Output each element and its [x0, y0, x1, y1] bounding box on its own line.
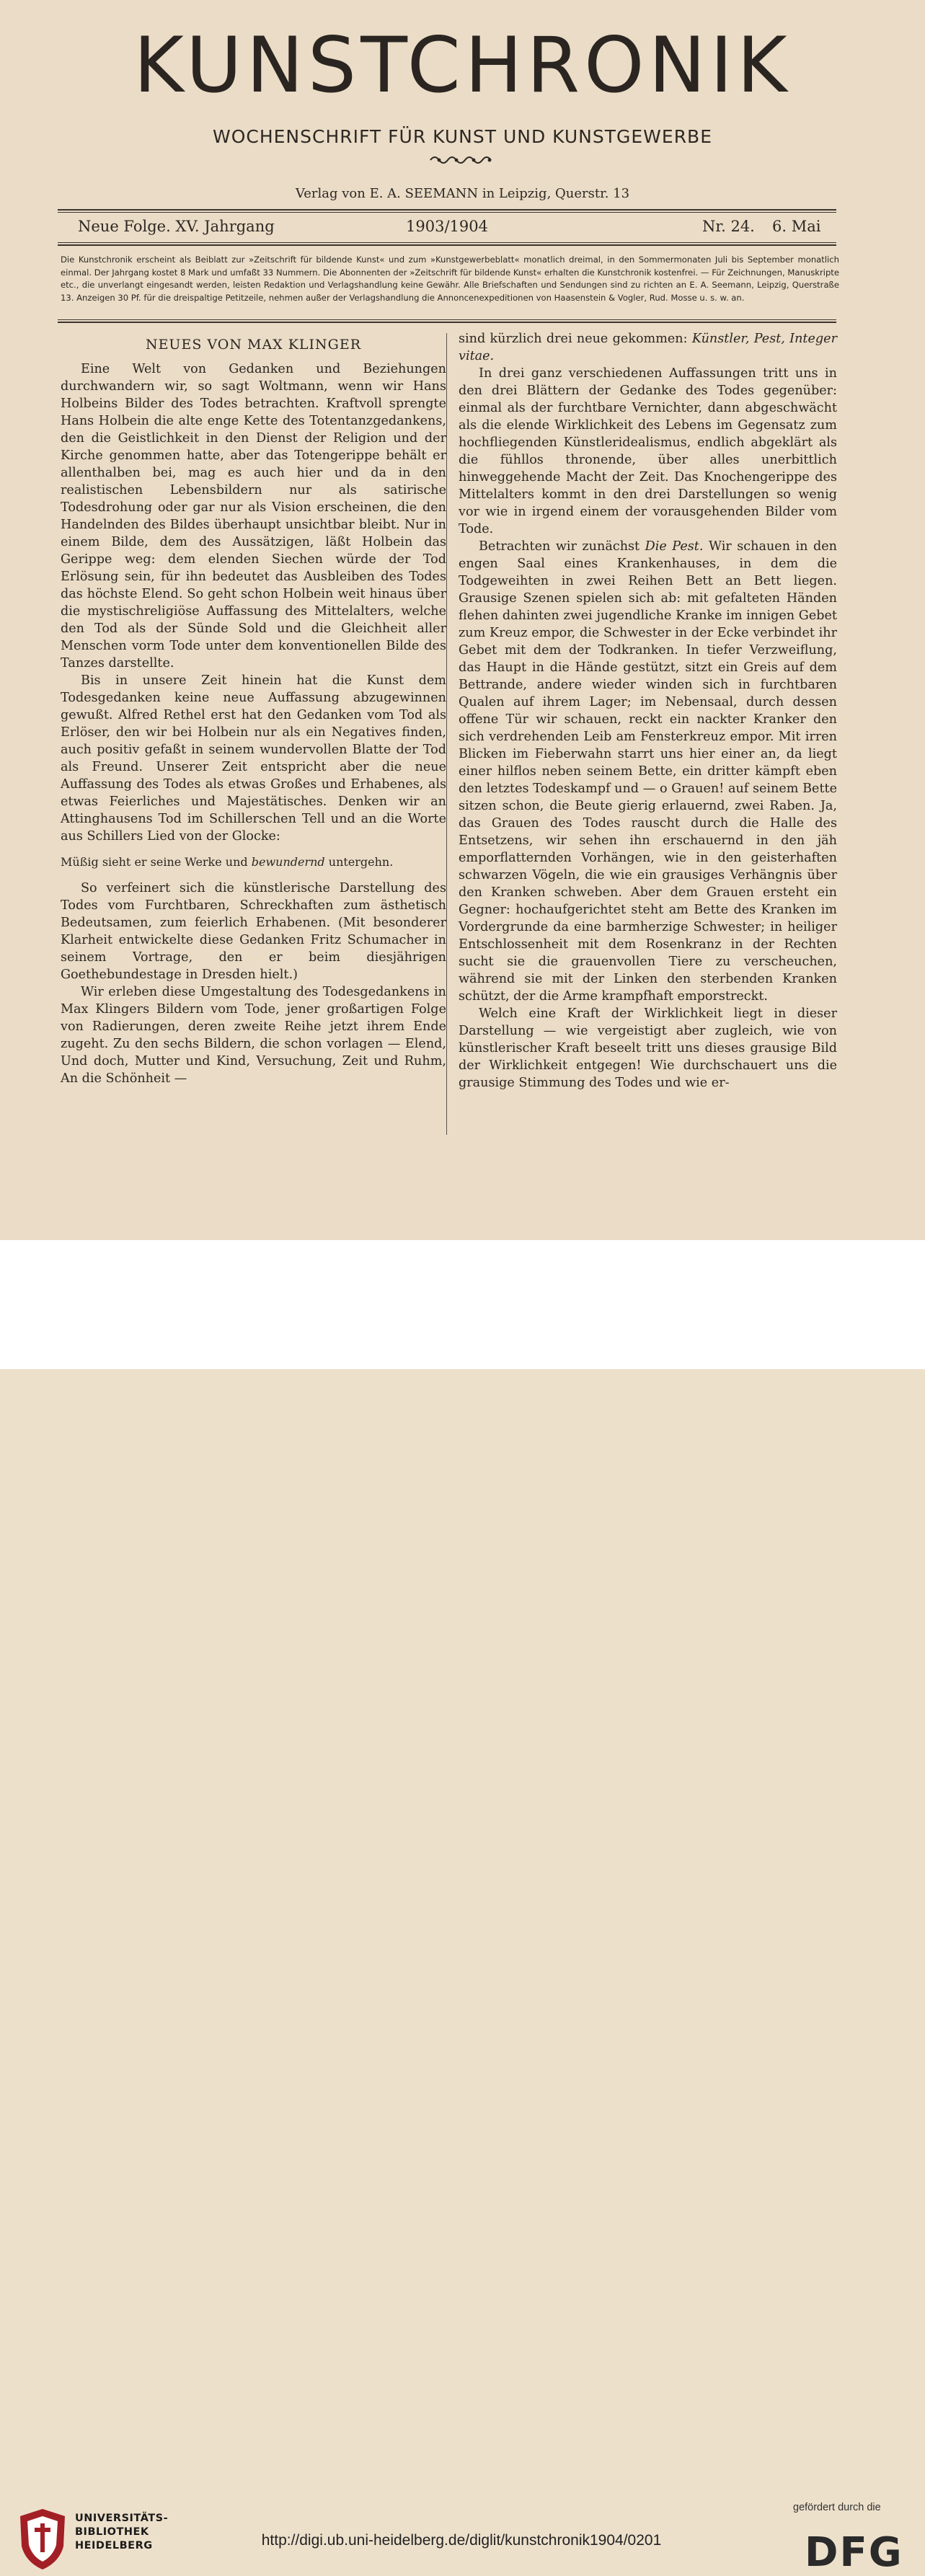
- library-name: UNIVERSITÄTS- BIBLIOTHEK HEIDELBERG: [75, 2513, 169, 2551]
- article-paragraph: Betrachten wir zunächst Die Pest. Wir schauen in den engen Saal eines Krankenhauses, in dem die Todgeweihten in zwei Reihen Bett an Bett liegen. Grausige Szenen spielen sich ab: mit gefalteten Händen flehen dahinten zwei jugendliche Kranke im innigen Gebet zum Kreuz empor, die Schwester in der Ecke verbindet ihr Gebet mit dem der Todkranken. In tiefer Verzweiflung, das Haupt in die Hände gestützt, sitzt ein Greis auf dem Bettrande, andere wieder winden sich in furchtbaren Qualen auf ihrem Lager; im Nebensaal, durch dessen offene Tür wir schauen, reckt ein nackter Kranker den sich verdrehenden Leib am Fensterkreuz empor. Mit irren Blicken im Fieberwahn starrt uns hier einer an, da liegt einer hilflos neben seinem Bette, ein dritter kämpft eben den letztes Todeskampf und — o Grauen! auf seinem Bette sitzen schon, die Beute gierig erlauernd, zwei Raben. Ja, das Grauen des Todes rauscht durch die Halle des Entsetzens, wir sehen ihn erschauernd in den jäh emporflatternden Vorhängen, wie in den geisterhaften schwarzen Vögeln, die wie ein grausiges Verhängnis über den Kranken schweben. Aber dem Grauen ersteht ein Gegner: hochaufgerichtet steht am Bette des Kranken im Vordergrunde da eine barmherzige Schwester; in heiliger Entschlossenheit mit dem Rosenkranz in der Rechten sucht sie die grauenvollen Tiere zu verscheuchen, während sie mit der Linken den sterbenden Kranken schützt, der die Arme krampfhaft emporstreckt.: [459, 539, 838, 1004]
- header-rule-top: [58, 209, 836, 211]
- article-column-right: [459, 330, 837, 1092]
- article-paragraph: Welch eine Kraft der Wirklichkeit liegt in dieser Darstellung — wie vergeistigt aber zugleich, wie von künstlerischer Kraft beseelt tritt uns dieses grausige Bild der Wirklichkeit entgegen! Wie durchschauert uns die grausige Stimmung des Todes und wie er-: [459, 1006, 837, 1090]
- issue-series: Neue Folge. XV. Jahrgang: [78, 218, 275, 235]
- article-paragraph: Eine Welt von Gedanken und Beziehungen durchwandern wir, so sagt Woltmann, wenn wir Hans Holbeins Bilder des Todes betrachten. Kraftvoll sprengte Hans Holbein die alte enge Kette des Totentanzgedankens, den die Geistlichkeit in den Dienst der Religion und der Kirche genommen hatte, aber das Totengerippe behält er allenthalben bei, mag es auch hier und da in den realistischen Lebensbildern nur als satirische Todesdrohung oder gar nur als Vision erscheinen, die den Handelnden des Bildes überhaupt unsichtbar bleibt. Nur in einem Bilde, dem des Aussätzigen, läßt Holbein das Gerippe weg: dem elenden Siechen würde der Tod Erlösung sein, für ihn bedeutet das Ausbleiben des Todes das höchste Elend. So geht schon Holbein weit hinaus über die mystischreligiöse Auffassung des Mittelalters, welche den Tod als der Sünde Sold und die Gleichheit aller Menschen vorm Tode unter dem konventionellen Bilde des Tanzes darstellte.: [61, 362, 446, 670]
- article-paragraph: sind kürzlich drei neue gekommen: Künstler, Pest, Integer vitae.: [459, 332, 837, 363]
- column-divider: [446, 333, 447, 1135]
- issue-info: [78, 218, 833, 239]
- article-paragraph: Bis in unsere Zeit hinein hat die Kunst dem Todesgedanken keine neue Auffassung abzugewinnen gewußt. Alfred Rethel erst hat den Gedanken vom Tod als Erlöser, den wir bei Holbein nur als ein Negatives finden, auch positiv gefaßt in seinem wundervollen Blatte der Tod als Freund. Unserer Zeit entspricht aber die neue Auffassung des Todes als etwas Großes und Erhabenes, als etwas Feierliches und Majestätisches. Denken wir an Attinghausens Tod im Schillerschen Tell und an die Worte aus Schillers Lied von der Glocke:: [61, 673, 446, 844]
- masthead-title: KUNSTCHRONIK: [133, 21, 792, 110]
- header-rule-top-thin: [58, 212, 836, 213]
- subscription-notice: Die Kunstchronik erscheint als Beiblatt zur »Zeitschrift für bildende Kunst« und zum »Kunstgewerbeblatt« monatlich dreimal, in den Sommermonaten Juli bis September monatlich einmal. Der Jahrgang kostet 8 Mark und umfaßt 33 Nummern. Die Abonnenten der »Zeitschrift für bildende Kunst« erhalten die Kunstchronik kostenfrei. — Für Zeichnungen, Manuskripte etc., die unverlangt eingesandt werden, leisten Redaktion und Verlagshandlung keine Gewähr. Alle Briefschaften und Sendungen sind zu richten an E. A. Seemann, Leipzig, Querstraße 13. Anzeigen 30 Pf. für die dreispaltige Petitzeile, nehmen außer der Verlagshandlung die Annoncenexpeditionen von Haasenstein & Vogler, Rud. Mosse u. s. w. an.: [61, 254, 839, 303]
- article-paragraph: Wir erleben diese Umgestaltung des Todesgedankens in Max Klingers Bildern vom Tode, jener großartigen Folge von Radierungen, deren zweite Reihe jetzt ihrem Ende zugeht. Zu den sechs Bildern, die schon vorlagen — Elend, Und doch, Mutter und Kind, Versuchung, Zeit und Ruhm, An die Schönheit —: [61, 985, 446, 1086]
- university-crest-icon: [16, 2506, 69, 2572]
- article-paragraph: In drei ganz verschiedenen Auffassungen tritt uns in den drei Blättern der Gedanke des Todes gegenüber: einmal als der furchtbare Vernichter, dann abgeschwächt als die elende Wirklichkeit des Lebens im Gegensatz zum hochfliegenden Künstleridealismus, endlich abgeklärt als die fühllos thronende, über alles unerbittlich hinweggehende Macht der Zeit. Das Knochengerippe des Mittelalters kommt in den drei Darstellungen so wenig vor wie in irgend einem der vorausgehenden Bilder vom Tode.: [459, 366, 837, 536]
- article-heading: NEUES VON MAX KLINGER: [145, 337, 362, 353]
- notice-rule-thick: [58, 322, 836, 323]
- issue-date: 6. Mai: [772, 218, 821, 235]
- masthead-subtitle: WOCHENSCHRIFT FÜR KUNST UND KUNSTGEWERBE: [212, 126, 713, 147]
- funding-label: gefördert durch die: [793, 2502, 881, 2513]
- article-paragraph: So verfeinert sich die künstlerische Darstellung des Todes vom Furchtbaren, Schreckhaften zum ästhetisch Bedeutsamen, zum feierlich Erhabenen. (Mit besonderer Klarheit entwickelte diese Gedanken Fritz Schumacher in seinem Vortrage, den er beim diesjährigen Goethebundestage in Dresden hielt.): [61, 881, 446, 982]
- issue-number: Nr. 24.: [702, 218, 755, 235]
- floral-ornament-icon: [426, 154, 498, 166]
- digitization-footer: [0, 1240, 925, 2576]
- article-column-left: [61, 330, 446, 1087]
- permalink-url[interactable]: http://digi.ub.uni-heidelberg.de/diglit/kunstchronik1904/0201: [261, 2532, 662, 2549]
- dfg-logo: DFG: [805, 2529, 903, 2576]
- notice-rule: [58, 319, 836, 320]
- publisher-line: Verlag von E. A. SEEMANN in Leipzig, Querstr. 13: [295, 186, 630, 201]
- issue-year: 1903/1904: [406, 218, 488, 235]
- schiller-quote: Müßig sieht er seine Werke und bewundernd untergehn.: [61, 855, 394, 869]
- header-rule-mid-thick: [58, 244, 836, 246]
- header-rule-mid: [58, 242, 836, 243]
- scanned-page: [0, 0, 925, 1240]
